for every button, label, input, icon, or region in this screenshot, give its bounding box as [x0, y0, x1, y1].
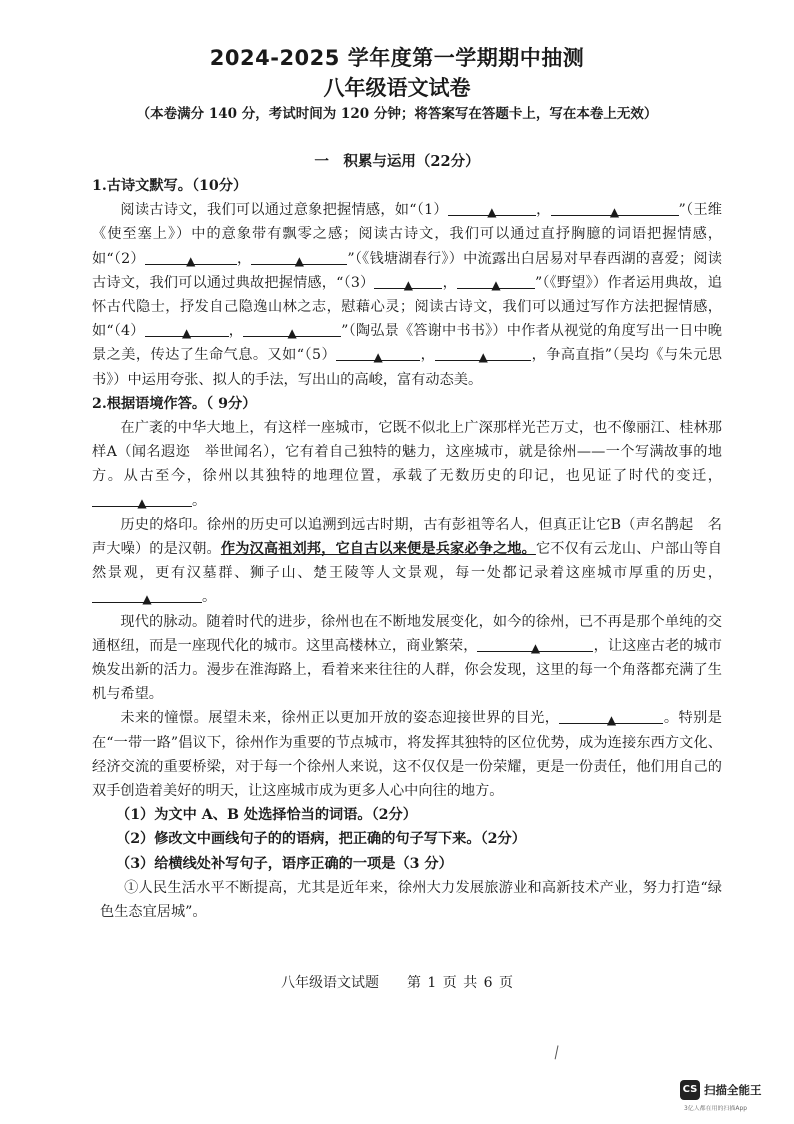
scan-artifact-mark [555, 1045, 565, 1060]
answer-blank-5-1[interactable] [336, 345, 420, 365]
answer-blank-1-2[interactable] [551, 200, 679, 220]
answer-option-1: ①人民生活水平不断提高，尤其是近年来，徐州大力发展旅游业和高新技术产业，努力打造“绿色生态宜居城”。 [100, 879, 722, 921]
sub-question-1: （1）为文中 A、B 处选择恰当的词语。（2分） [116, 807, 417, 824]
blank-marker-icon: ▲ [294, 253, 304, 268]
question-2-heading: 2.根据语境作答。（ 9分） [92, 395, 257, 412]
q1-text-11: ，争高直指”（吴均《与朱元思书》）中运用夸张、拟人的手法，写出山的高峻，富有动态美。 [92, 347, 722, 388]
answer-blank-3-2[interactable] [457, 273, 535, 292]
p4-text-start: 未来的憧憬。展望未来，徐州正以更加开放的姿态迎接世界的目光， [120, 710, 560, 727]
question-1-heading: 1.古诗文默写。（10分） [92, 178, 248, 194]
answer-blank-para-3[interactable] [477, 636, 593, 655]
passage-paragraph-2 [92, 513, 722, 610]
blank-marker-icon: ▲ [137, 495, 147, 510]
p1-end: 。 [192, 492, 207, 509]
blank-marker-icon: ▲ [487, 205, 497, 220]
blank-marker-icon: ▲ [530, 640, 541, 655]
passage-paragraph-3 [92, 610, 722, 707]
p2-text-rest: 它不仅有云龙山、户部山等自然景观，更有汉墓群、狮子山、楚王陵等人文景观，每一处都记录着这座城市厚重的历史， [92, 541, 722, 582]
q1-text-5: ”（《钱塘湖春行》）中流露出白居易对早春西湖的喜爱；阅读古诗文，我们可以通过典故把握情感，“（3） [92, 250, 722, 291]
q1-text-1: 阅读古诗文，我们可以通过意象把握情感，如“（1） [120, 202, 448, 219]
watermark-tagline: 3亿人都在用的扫描App [684, 1104, 748, 1112]
p2-text-start: 历史的烙印。徐州的历史可以追溯到远古时期，古有彭祖等名人，但真正让它B（声名鹊起 名声大噪）的是汉朝。 [92, 516, 722, 558]
underlined-sentence: 作为汉高祖刘邦，它自古以来便是兵家必争之地。 [220, 541, 536, 558]
passage-paragraph-1 [92, 416, 722, 513]
answer-blank-para-1[interactable] [92, 491, 192, 510]
blank-marker-icon: ▲ [186, 253, 196, 268]
section-heading: 一 积累与运用（22分） [314, 153, 480, 170]
answer-blank-4-1[interactable] [145, 321, 229, 341]
passage-paragraph-4 [92, 706, 722, 803]
q1-text-2: ， [535, 202, 551, 219]
blank-marker-icon: ▲ [478, 350, 488, 365]
q1-text-10: ， [420, 347, 436, 364]
answer-blank-5-2[interactable] [435, 345, 531, 365]
exam-title-line1: 2024-2025 学年度第一学期期中抽测 [209, 46, 585, 70]
blank-marker-icon: ▲ [182, 326, 192, 341]
answer-blank-para-2[interactable] [92, 587, 202, 607]
q1-text-4: ， [236, 250, 252, 267]
q1-text-8: ， [228, 323, 244, 340]
blank-marker-icon: ▲ [491, 277, 501, 292]
answer-blank-2-2[interactable] [251, 249, 347, 268]
answer-blank-3-1[interactable] [374, 273, 442, 292]
p3-text-rest: ，让这座古老的城市焕发出新的活力。漫步在淮海路上，看着来来往往的人群，你会发现，这里的每一个角落都充满了生机与希望。 [92, 637, 722, 703]
blank-marker-icon: ▲ [373, 350, 383, 365]
answer-blank-2-1[interactable] [145, 249, 237, 268]
q1-text-7: ”（《野望》）作者运用典故，追怀古代隐士，抒发自己隐逸山林之志，慰藉心灵；阅读古诗文，我们可以通过写作方法把握情感，如“（4） [92, 274, 722, 340]
question-1-body [92, 198, 722, 392]
q1-text-6: ， [442, 274, 457, 291]
p3-text-start: 现代的脉动。随着时代的进步，徐州也在不断地发展变化，如今的徐州，已不再是那个单纯的交通枢纽，而是一座现代化的城市。这里高楼林立，商业繁荣， [92, 613, 722, 654]
sub-question-3: （3）给横线处补写句子，语序正确的一项是（3 分） [116, 855, 453, 872]
p2-end: 。 [202, 589, 217, 606]
answer-blank-para-4[interactable] [559, 708, 663, 728]
exam-content [92, 174, 722, 924]
q1-text-9: ”（陶弘景《答谢中书书》）中作者从视觉的角度写出一日中晚景之美，传达了生命气息。又如“（5） [92, 323, 722, 364]
p4-text-rest: 。特别是在“一带一路”倡议下，徐州作为重要的节点城市，将发挥其独特的区位优势，成为连接东西方文化、经济交流的重要桥梁，对于每一个徐州人来说，这不仅仅是一份荣耀，更是一份责任，他们用自己的双手创造着美好的明天，让这座城市成为更多人心中向往的地方。 [92, 710, 722, 800]
watermark-app-name: 扫描全能王 [704, 1083, 762, 1097]
exam-title-line2: 八年级语文试卷 [323, 76, 471, 100]
page-footer: 八年级语文试题 第 1 页 共 6 页 [280, 975, 514, 991]
q1-text-3: ”（王维《使至塞上》）中的意象带有飘零之感；阅读古诗文，我们可以通过直抒胸臆的词语把握情感，如“（2） [92, 202, 722, 267]
blank-marker-icon: ▲ [403, 277, 414, 292]
sub-question-2: （2）修改文中画线句子的的语病，把正确的句子写下来。（2分） [116, 831, 526, 848]
p1-text: 在广袤的中华大地上，有这样一座城市，它既不似北上广深那样光芒万丈，也不像丽江、桂林那样A（闻名遐迩 举世闻名），它有着自己独特的魅力，这座城市，就是徐州——一个写满故事的地方。从古至今，徐州以其独特的地理位置，承载了无数历史的印记，也见证了时代的变迁， [92, 420, 722, 485]
answer-blank-1-1[interactable] [448, 200, 536, 220]
blank-marker-icon: ▲ [142, 592, 152, 607]
exam-instructions: （本卷满分 140 分，考试时间为 120 分钟；将答案写在答题卡上，写在本卷上无效） [136, 106, 658, 122]
blank-marker-icon: ▲ [609, 205, 620, 220]
blank-marker-icon: ▲ [287, 326, 297, 341]
blank-marker-icon: ▲ [606, 713, 617, 728]
camscanner-logo-icon: CS [680, 1080, 700, 1100]
scanner-watermark [680, 1080, 792, 1120]
answer-blank-4-2[interactable] [243, 321, 341, 341]
